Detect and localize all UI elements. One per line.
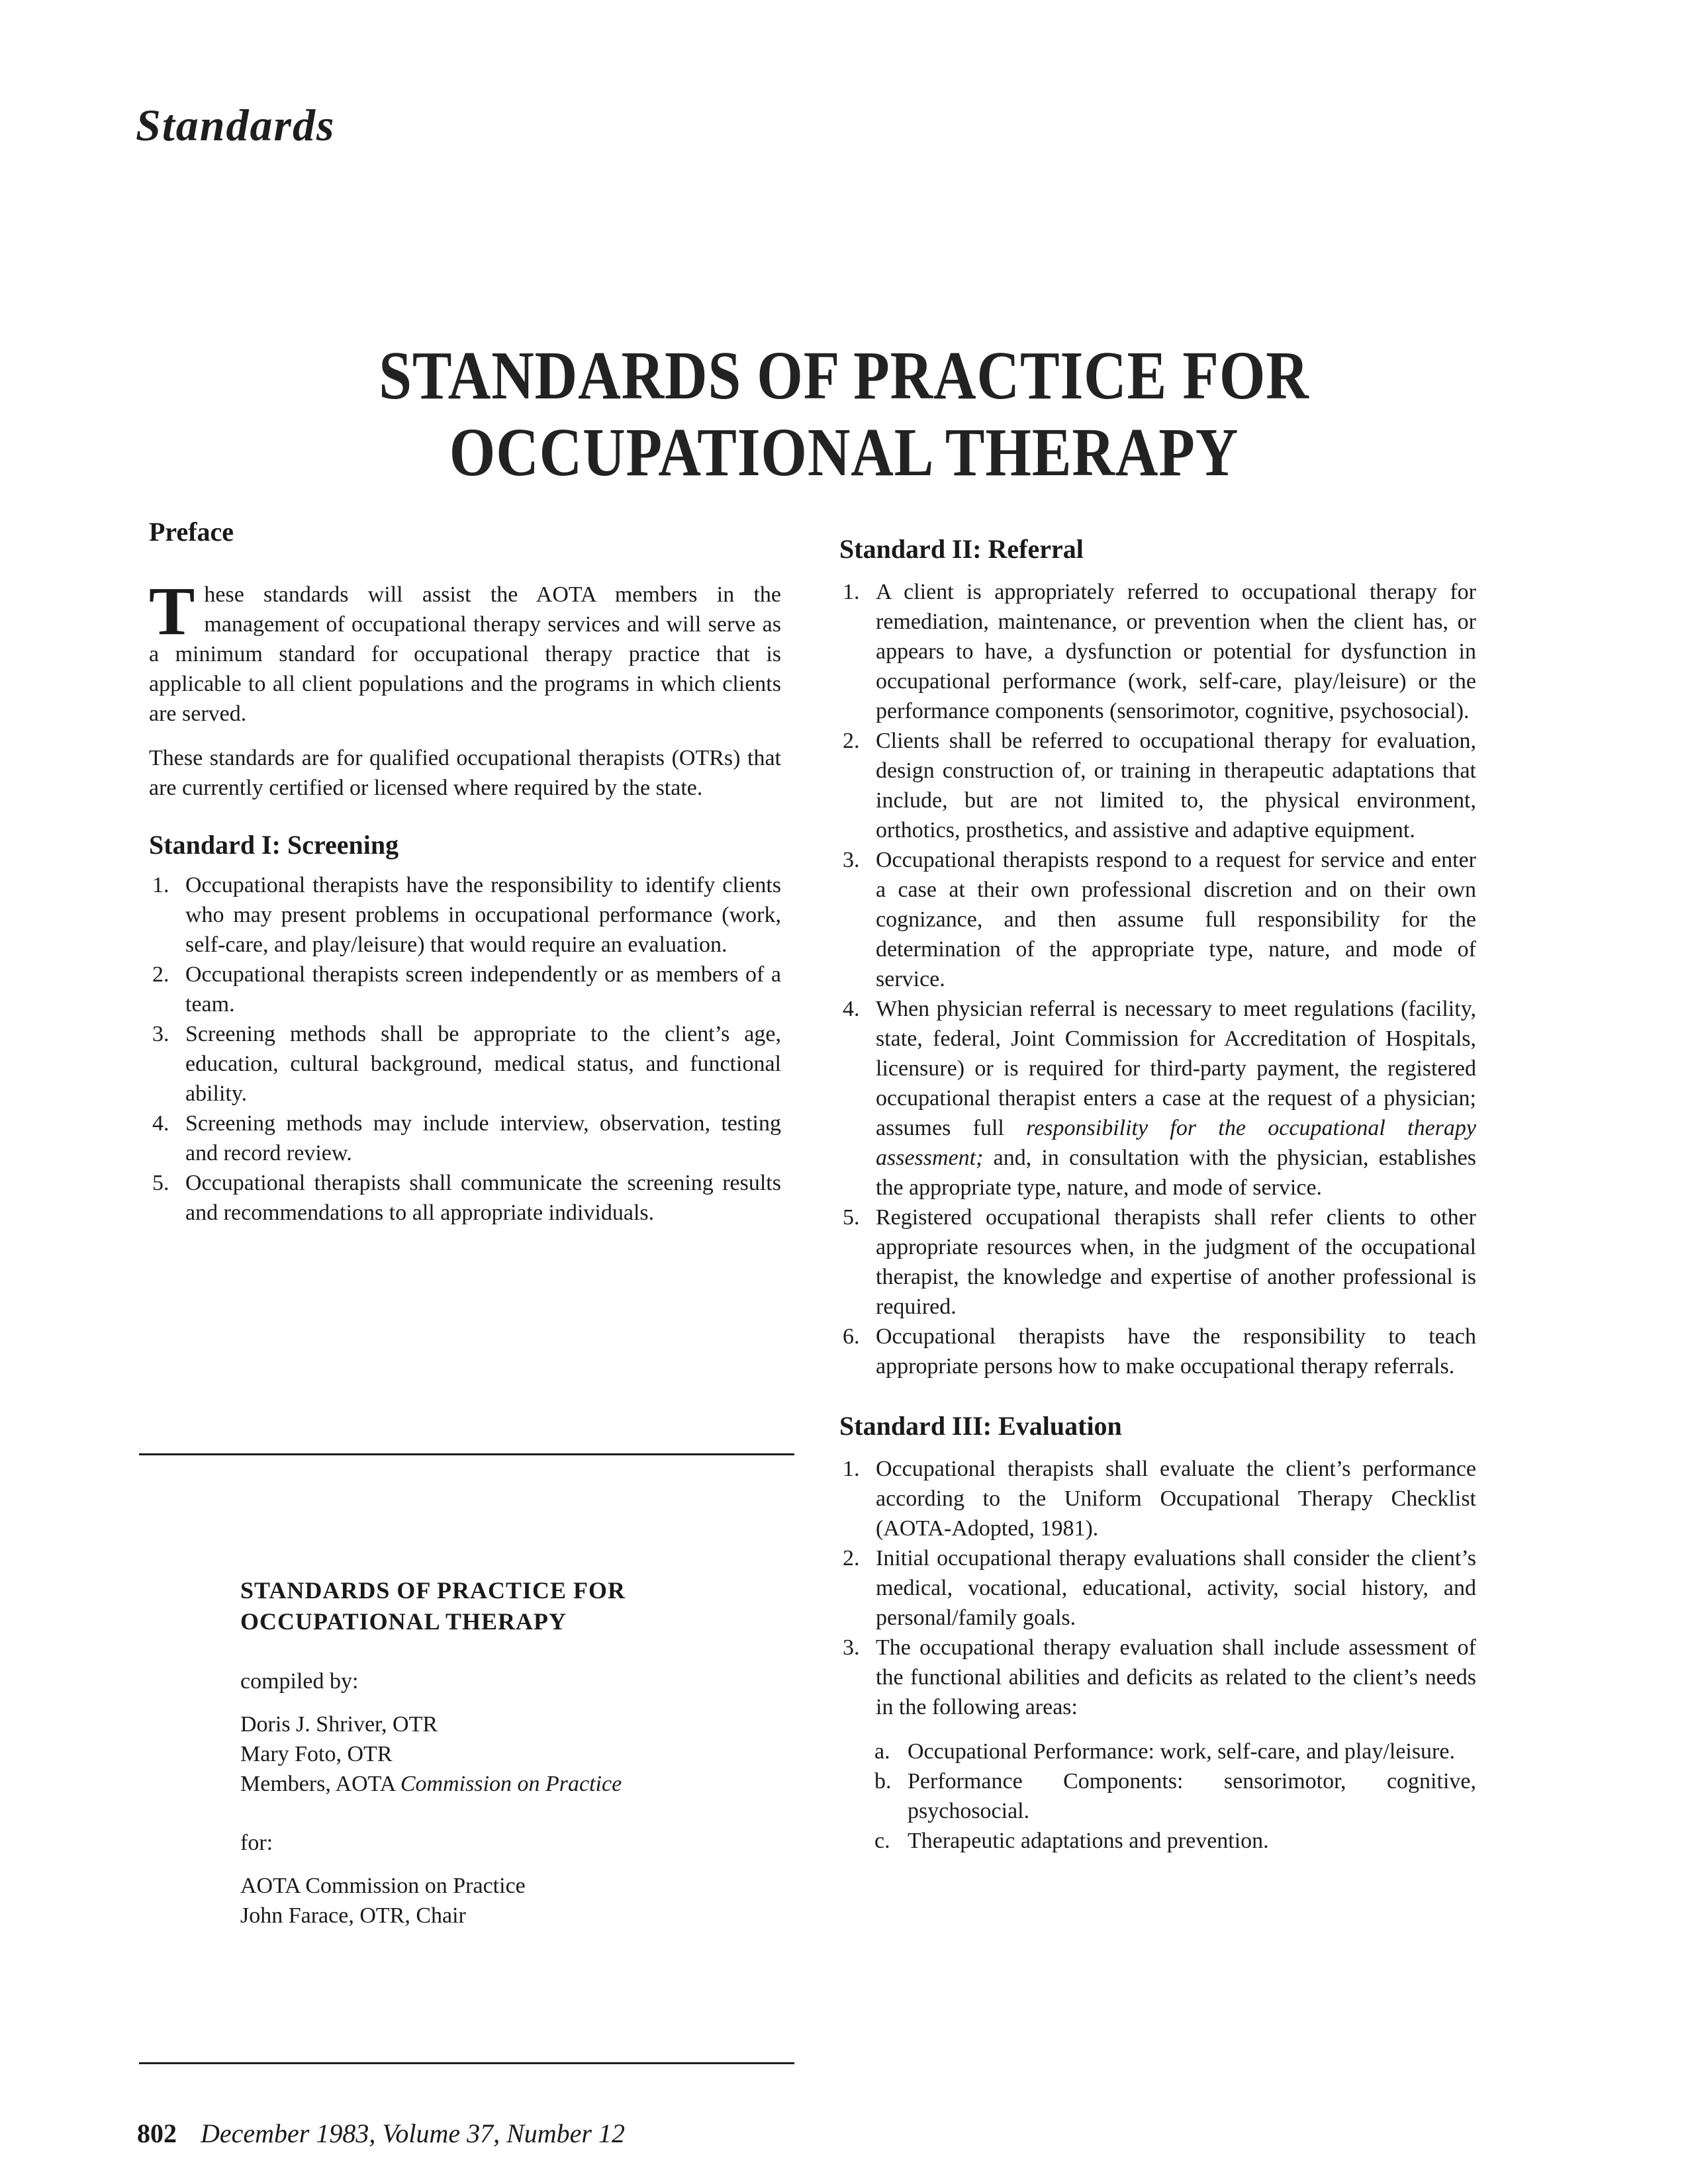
list-item: 3. Screening methods shall be appropriate to the client’s age, education, cultural background, medical status, and functional ability. (152, 1022, 781, 1106)
standard-1-list (149, 870, 781, 1228)
members-line: Members, AOTA Commission on Practice (240, 1772, 622, 1796)
author-1: Doris J. Shriver, OTR (240, 1712, 438, 1737)
list-item: 5. Occupational therapists shall communicate the screening results and recommendations to all appropriate individuals. (152, 1171, 781, 1225)
list-item: 4. Screening methods may include interview, observation, testing and record review. (152, 1111, 781, 1165)
right-column (839, 533, 1476, 1856)
preface-heading: Preface (149, 517, 234, 547)
standard-3-heading: Standard III: Evaluation (839, 1411, 1122, 1441)
list-item: 3. Occupational therapists respond to a request for service and enter a case at their own professional discretion and on their own cognizance, and then assume full responsibility for the determination of the appropriate type, nature, and mode of service. (843, 848, 1476, 991)
dropcap: T (149, 573, 195, 649)
list-item: 2. Initial occupational therapy evaluations shall consider the client’s medical, vocational, educational, activity, social history, and personal/family goals. (843, 1546, 1476, 1630)
list-item: 1. A client is appropriately referred to occupational therapy for remediation, maintenance, or prevention when the client has, or appears to have, a dysfunction or potential for dysfunction in occupational performance (work, self-care, play/leisure) or the performance components (sensorimotor, cognitive, psychosocial). (843, 580, 1476, 723)
page-title-line2: OCCUPATIONAL THERAPY (449, 414, 1239, 490)
author-2: Mary Foto, OTR (240, 1742, 393, 1766)
list-item: 2. Occupational therapists screen independently or as members of a team. (152, 962, 781, 1017)
sub-list-item: a. Occupational Performance: work, self-care, and play/leisure. (874, 1739, 1455, 1764)
chair: John Farace, OTR, Chair (240, 1903, 466, 1928)
standard-1-heading: Standard I: Screening (149, 830, 399, 860)
page-title (261, 338, 1428, 491)
list-item: 2. Clients shall be referred to occupational therapy for evaluation, design construction of, or training in therapeutic adaptations that include, but are not limited to, the physical environment, orthotics, prosthetics, and assistive and adaptive equipment. (843, 729, 1476, 842)
standard-2-list (839, 577, 1476, 1381)
standard-3-sublist (839, 1737, 1476, 1856)
preface-paragraph-1: These standards will assist the AOTA members in the management of occupational therapy services and will serve as a minimum standard for occupational therapy practice that is applicable to all client populations and the programs in which clients are served. (149, 573, 781, 726)
credits-box (240, 1575, 757, 1931)
list-item: 1. Occupational therapists have the responsibility to identify clients who may present problems in occupational performance (work, self-care, and play/leisure) that would require an evaluation. (152, 873, 781, 957)
for-label: for: (240, 1831, 273, 1855)
compiled-by-label: compiled by: (240, 1669, 359, 1694)
page-footer (137, 2118, 625, 2149)
sub-list-item: b. Performance Components: sensorimotor, cognitive, psychosocial. (874, 1769, 1476, 1823)
standard-3-list (839, 1454, 1476, 1722)
list-item: 5. Registered occupational therapists shall refer clients to other appropriate resources when, in the judgment of the occupational therapist, the knowledge and expertise of another professional is required. (843, 1205, 1476, 1319)
list-item: 3. The occupational therapy evaluation shall include assessment of the functional abilities and deficits as related to the client’s needs in the following areas: (843, 1635, 1476, 1719)
divider-top (139, 1453, 794, 1455)
sub-list-item: c. Therapeutic adaptations and prevention. (874, 1829, 1269, 1853)
divider-bottom (139, 2062, 794, 2064)
list-item: 4. When physician referral is necessary to meet regulations (facility, state, federal, Joint Commission for Accreditation of Hospitals, licensure) or is required for third-party payment, the registered occupational therapist enters a case at the request of a physician; assumes full responsibility for the occupational therapy assessment; and, in consultation with the physician, establishes the appropriate type, nature, and mode of service. (843, 997, 1476, 1200)
preface-paragraph-2: These standards are for qualified occupational therapists (OTRs) that are currently certified or licensed where required by the state. (149, 746, 781, 800)
left-column (149, 516, 781, 1228)
credits-title-line1: STANDARDS OF PRACTICE FOR (240, 1577, 626, 1604)
organization: AOTA Commission on Practice (240, 1874, 526, 1898)
standard-2-heading: Standard II: Referral (839, 534, 1084, 564)
credits-title-line2: OCCUPATIONAL THERAPY (240, 1608, 567, 1635)
section-label: Standards (136, 100, 336, 150)
issue-info: December 1983, Volume 37, Number 12 (201, 2118, 625, 2148)
list-item: 6. Occupational therapists have the responsibility to teach appropriate persons how to make occupational therapy referrals. (843, 1324, 1476, 1379)
page-title-line1: STANDARDS OF PRACTICE FOR (379, 338, 1309, 414)
page-number: 802 (137, 2118, 177, 2148)
list-item: 1. Occupational therapists shall evaluate the client’s performance according to the Uniform Occupational Therapy Checklist (AOTA-Adopted, 1981). (843, 1457, 1476, 1541)
